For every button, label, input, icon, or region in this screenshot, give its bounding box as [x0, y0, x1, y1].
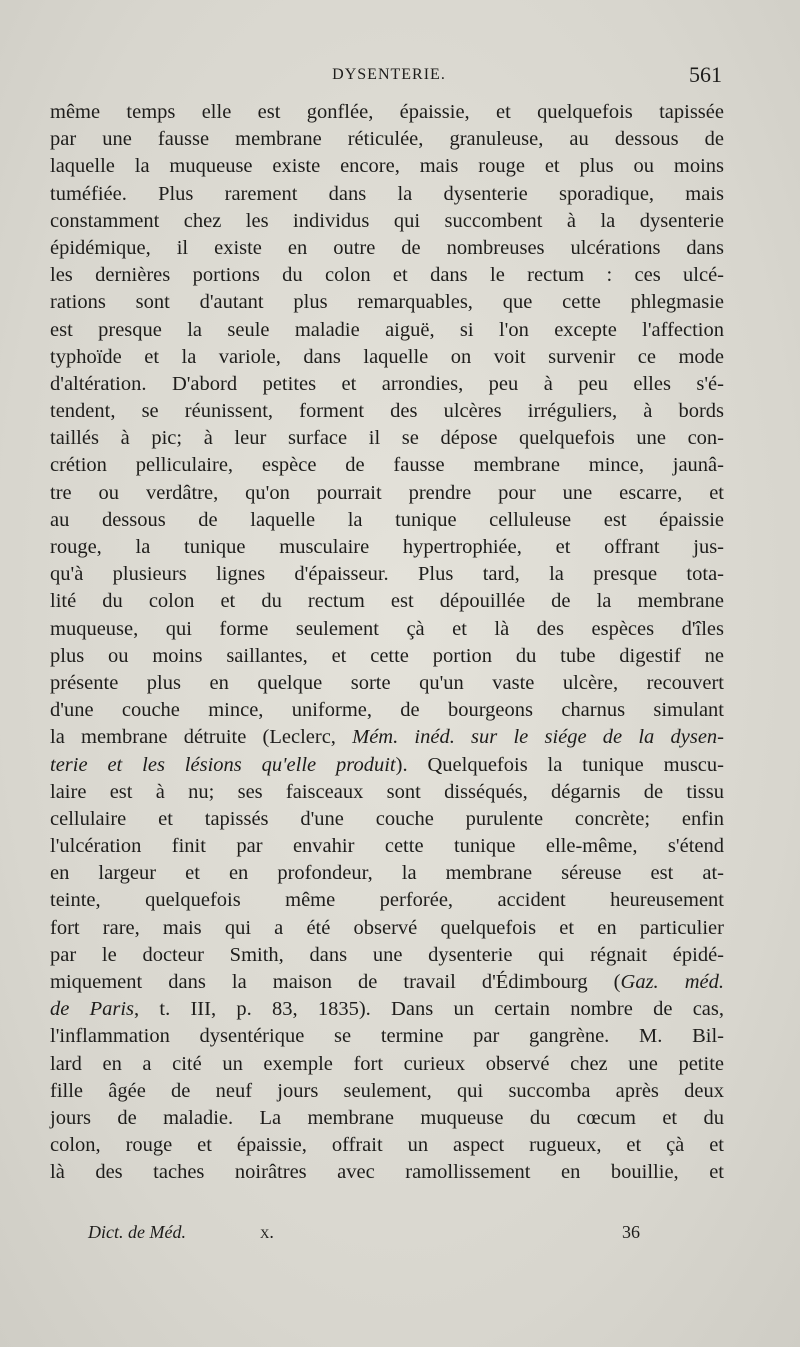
- text-line: laire est à nu; ses faisceaux sont disséqués, dégarnis de tissu: [50, 780, 724, 803]
- text-line: par le docteur Smith, dans une dysenterie qui régnait épidé-: [50, 943, 724, 966]
- page-footer: [88, 1222, 648, 1248]
- page-number: 561: [689, 62, 722, 87]
- text-line: l'inflammation dysentérique se termine par gangrène. M. Bil-: [50, 1025, 724, 1048]
- text-line: rations sont d'autant plus remarquables, que cette phlegmasie: [50, 291, 724, 314]
- text-line: l'ulcération finit par envahir cette tunique elle-même, s'étend: [50, 835, 724, 858]
- text-line: par une fausse membrane réticulée, granuleuse, au dessous de: [50, 128, 724, 151]
- citation-line: [50, 969, 724, 996]
- text-line: tuméfiée. Plus rarement dans la dysenterie sporadique, mais: [50, 182, 724, 205]
- reference-text: ). Quelquefois la tunique muscu-: [395, 753, 724, 776]
- text-line: d'altération. D'abord petites et arrondies, peu à peu elles s'é-: [50, 372, 724, 395]
- text-line: qu'à plusieurs lignes d'épaisseur. Plus tard, la presque tota-: [50, 563, 724, 586]
- text-line: teinte, quelquefois même perforée, accident heureusement: [50, 889, 724, 912]
- text-line: tendent, se réunissent, forment des ulcères irréguliers, à bords: [50, 400, 724, 423]
- text-line: d'une couche mince, uniforme, de bourgeons charnus simulant: [50, 699, 724, 722]
- reference-line: [50, 752, 724, 779]
- text-line: crétion pelliculaire, espèce de fausse membrane mince, jaunâ-: [50, 454, 724, 477]
- citation-title: de Paris: [50, 998, 135, 1021]
- text-line: fort rare, mais qui a été observé quelquefois et en particulier: [50, 916, 724, 939]
- citation-line: [50, 996, 724, 1023]
- text-line: au dessous de laquelle la tunique celluleuse est épaissie: [50, 508, 724, 531]
- reference-line: [50, 724, 724, 751]
- text-line: en largeur et en profondeur, la membrane séreuse est at-: [50, 862, 724, 885]
- running-head: DYSENTERIE.: [332, 66, 446, 83]
- text-line: les dernières portions du colon et dans le rectum : ces ulcé-: [50, 264, 724, 287]
- text-line: là des taches noirâtres avec ramollissement en bouillie, et: [50, 1161, 724, 1184]
- footer-volume: x.: [260, 1222, 274, 1242]
- text-line: présente plus en quelque sorte qu'un vaste ulcère, recouvert: [50, 671, 724, 694]
- text-line: tre ou verdâtre, qu'on pourrait prendre pour une escarre, et: [50, 481, 724, 504]
- text-line: lard en a cité un exemple fort curieux observé chez une petite: [50, 1052, 724, 1075]
- citation-text: , t. III, p. 83, 1835). Dans un certain nombre de cas,: [134, 998, 724, 1021]
- reference-title: terie et les lésions qu'elle produit: [50, 753, 396, 776]
- text-line: jours de maladie. La membrane muqueuse du cœcum et du: [50, 1106, 724, 1129]
- text-line: fille âgée de neuf jours seulement, qui succomba après deux: [50, 1079, 724, 1102]
- reference-title: Mém. inéd. sur le siége de la dysen-: [352, 726, 724, 749]
- text-line: muqueuse, qui forme seulement çà et là des espèces d'îles: [50, 617, 724, 640]
- text-line: est presque la seule maladie aiguë, si l'on excepte l'affection: [50, 318, 724, 341]
- text-line: même temps elle est gonflée, épaissie, et quelquefois tapissée: [50, 101, 724, 123]
- page-header: [50, 62, 728, 92]
- citation-text: miquement dans la maison de travail d'Édimbourg (: [50, 971, 621, 993]
- text-line: lité du colon et du rectum est dépouillée de la membrane: [50, 590, 724, 613]
- body-text: [50, 99, 724, 1187]
- footer-work-title: Dict. de Méd.: [88, 1222, 186, 1242]
- text-line: épidémique, il existe en outre de nombreuses ulcérations dans: [50, 236, 724, 259]
- text-line: constamment chez les individus qui succombent à la dysenterie: [50, 209, 724, 232]
- text-line: laquelle la muqueuse existe encore, mais rouge et plus ou moins: [50, 155, 724, 178]
- text-line: typhoïde et la variole, dans laquelle on voit survenir ce mode: [50, 345, 724, 368]
- citation-title: Gaz. méd.: [620, 971, 724, 993]
- reference-text: la membrane détruite (Leclerc,: [50, 726, 353, 749]
- footer-signature-mark: 36: [622, 1222, 640, 1242]
- text-line: taillés à pic; à leur surface il se dépose quelquefois une con-: [50, 427, 724, 450]
- text-line: cellulaire et tapissés d'une couche purulente concrète; enfin: [50, 807, 724, 830]
- text-line: colon, rouge et épaissie, offrait un aspect rugueux, et çà et: [50, 1134, 724, 1157]
- text-line: plus ou moins saillantes, et cette portion du tube digestif ne: [50, 644, 724, 667]
- text-line: rouge, la tunique musculaire hypertrophiée, et offrant jus-: [50, 536, 724, 558]
